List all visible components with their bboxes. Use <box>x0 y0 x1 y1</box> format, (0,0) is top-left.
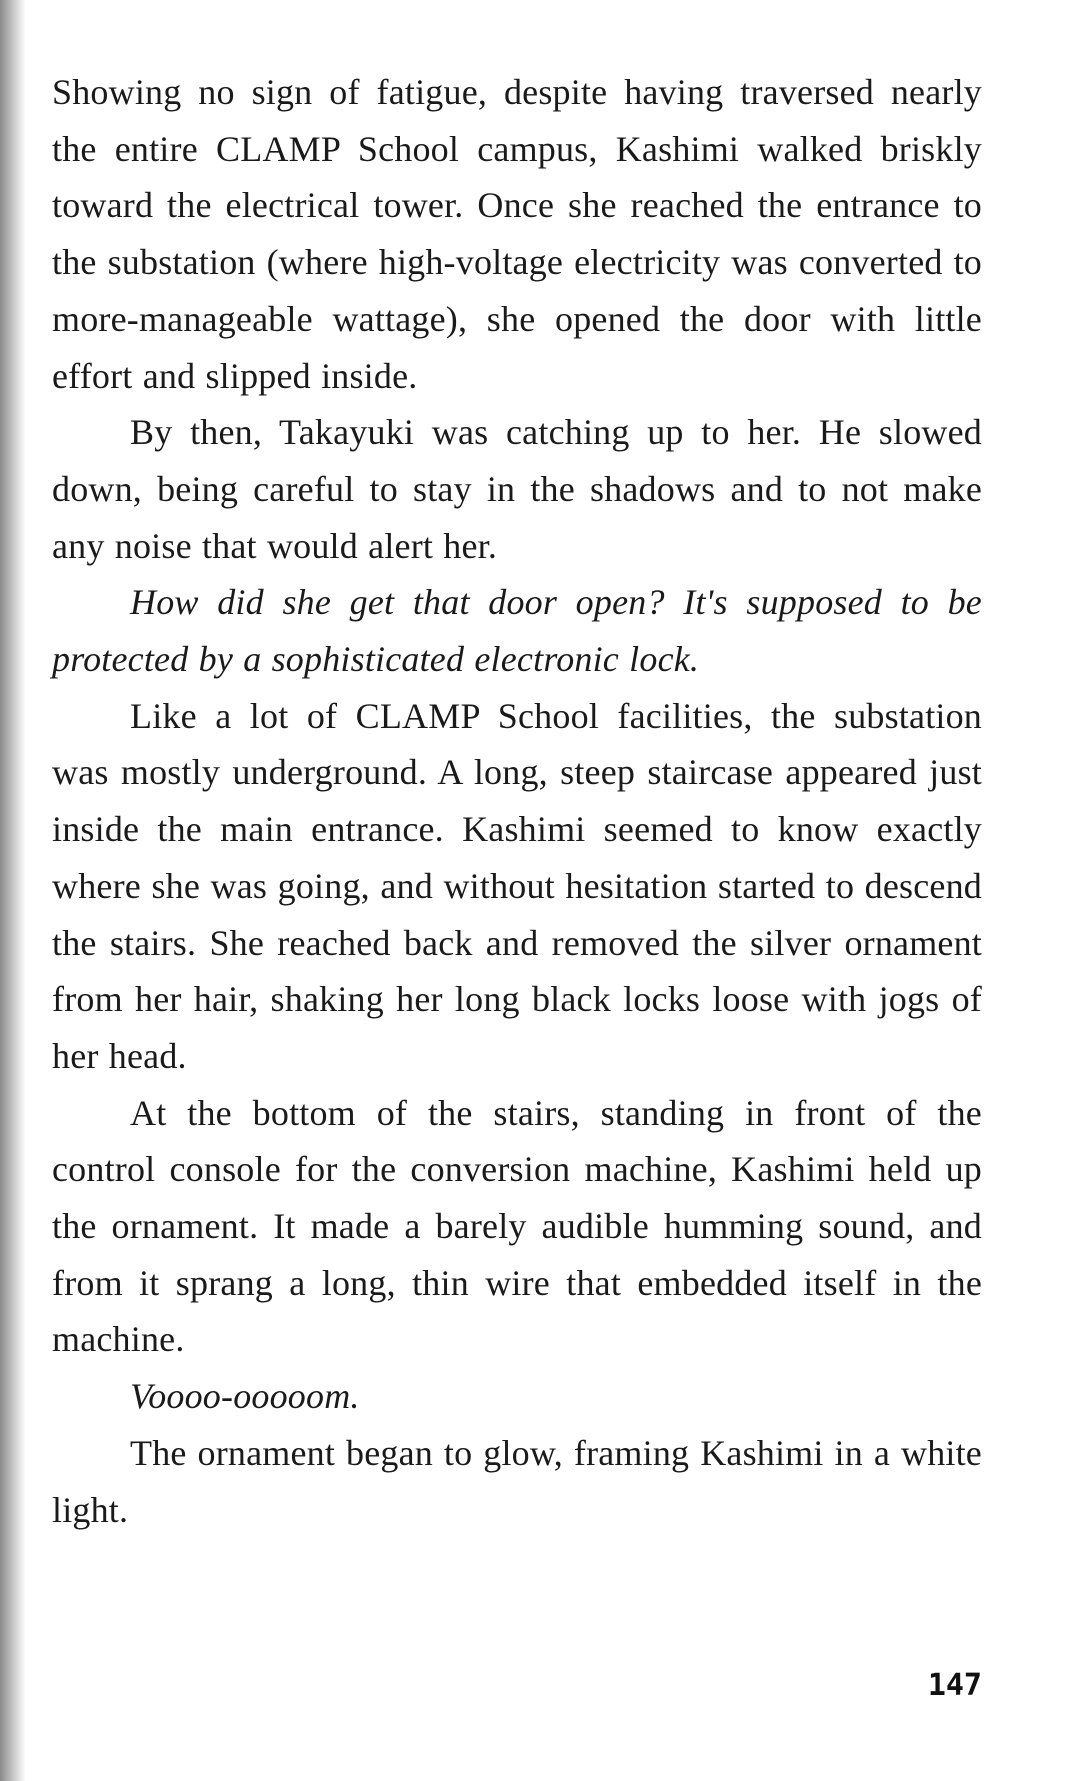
paragraph-6-sound-effect: Voooo-ooooom. <box>130 1376 360 1417</box>
page-spine-shadow <box>0 0 26 1781</box>
paragraph-7: The ornament began to glow, framing Kashimi in a white light. <box>52 1432 982 1530</box>
paragraph-4: Like a lot of CLAMP School facilities, the substation was mostly underground. A long, steep staircase appeared just inside the main entrance. Kashimi seemed to know exactly where she was going, and without hesitation started to descend the stairs. She reached back and removed the silver ornament from her hair, shaking her long black locks loose with jogs of her head. <box>52 695 982 1076</box>
paragraph-5: At the bottom of the stairs, standing in front of the control console for the conversion machine, Kashimi held up the ornament. It made a barely audible humming sound, and from it sprang a long, thin wire that embedded itself in the machine. <box>52 1092 982 1360</box>
paragraph-3-thought: How did she get that door open? It's supposed to be protected by a sophisticated electronic lock. <box>52 582 982 680</box>
page-number: 147 <box>927 1668 982 1703</box>
paragraph-2: By then, Takayuki was catching up to her. He slowed down, being careful to stay in the shadows and to not make any noise that would alert her. <box>52 412 982 566</box>
book-page-body <box>52 64 982 1538</box>
paragraph-1: Showing no sign of fatigue, despite having traversed nearly the entire CLAMP School campus, Kashimi walked briskly toward the electrical tower. Once she reached the entrance to the substation (where high-voltage electricity was converted to more-manageable wattage), she opened the door with little effort and slipped inside. <box>52 72 982 396</box>
